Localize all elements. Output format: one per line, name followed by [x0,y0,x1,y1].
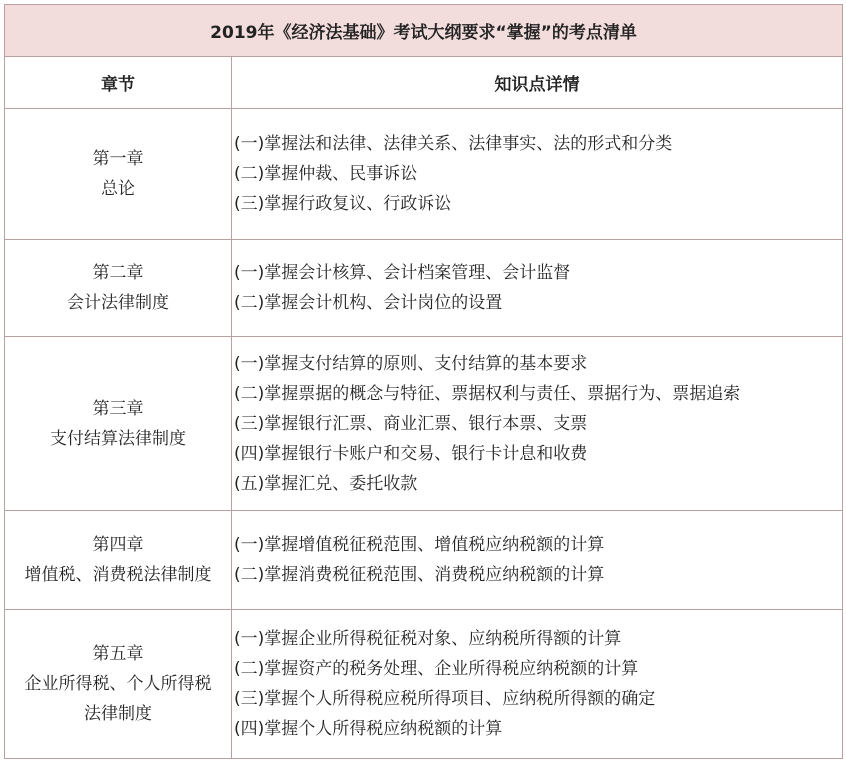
header-row [5,57,843,109]
table-row [5,337,843,511]
table-row [5,240,843,337]
detail-item: (一)掌握会计核算、会计档案管理、会计监督 [234,263,571,283]
detail-item: (二)掌握票据的概念与特征、票据权利与责任、票据行为、票据追索 [234,383,741,404]
detail-item: (三)掌握行政复议、行政诉讼 [234,194,452,214]
detail-item: (四)掌握个人所得税应纳税额的计算 [234,719,503,739]
detail-item: (四)掌握银行卡账户和交易、银行卡计息和收费 [234,443,588,464]
chapter-title: 会计法律制度 [67,293,169,313]
syllabus-table [4,4,843,759]
detail-item: (二)掌握消费税征税范围、消费税应纳税额的计算 [234,565,605,585]
detail-item: (三)掌握银行汇票、商业汇票、银行本票、支票 [234,413,588,434]
details-cell [232,511,843,610]
details-cell [232,240,843,337]
detail-item: (二)掌握资产的税务处理、企业所得税应纳税额的计算 [234,659,639,679]
title-row [5,5,843,57]
header-chapter: 章节 [5,57,232,109]
chapter-number: 第三章 [92,398,144,419]
chapter-cell [5,337,232,511]
table-title: 2019年《经济法基础》考试大纲要求“掌握”的考点清单 [5,5,843,57]
detail-item: (一)掌握企业所得税征税对象、应纳税所得额的计算 [234,629,622,649]
chapter-number: 第五章 [92,644,144,664]
details-cell [232,109,843,240]
detail-item: (三)掌握个人所得税应税所得项目、应纳税所得额的确定 [234,689,656,709]
chapter-cell [5,511,232,610]
chapter-title: 支付结算法律制度 [50,428,186,449]
chapter-title: 增值税、消费税法律制度 [24,565,212,585]
chapter-number: 第四章 [92,535,144,555]
detail-item: (一)掌握法和法律、法律关系、法律事实、法的形式和分类 [234,134,673,154]
detail-item: (二)掌握会计机构、会计岗位的设置 [234,293,503,313]
chapter-title: 企业所得税、个人所得税 [24,674,212,694]
chapter-cell [5,240,232,337]
detail-item: (一)掌握支付结算的原则、支付结算的基本要求 [234,353,588,374]
chapter-title: 总论 [101,179,135,199]
chapter-cell [5,109,232,240]
detail-item: (二)掌握仲裁、民事诉讼 [234,164,418,184]
detail-item: (五)掌握汇兑、委托收款 [234,473,418,494]
chapter-number: 第一章 [92,149,144,169]
detail-item: (一)掌握增值税征税范围、增值税应纳税额的计算 [234,535,605,555]
details-cell [232,337,843,511]
table-row [5,511,843,610]
chapter-number: 第二章 [92,263,144,283]
chapter-cell [5,610,232,759]
chapter-title-cont: 法律制度 [84,704,152,724]
table-row [5,610,843,759]
syllabus-table-container [4,4,842,759]
table-row [5,109,843,240]
header-details: 知识点详情 [232,57,843,109]
details-cell [232,610,843,759]
